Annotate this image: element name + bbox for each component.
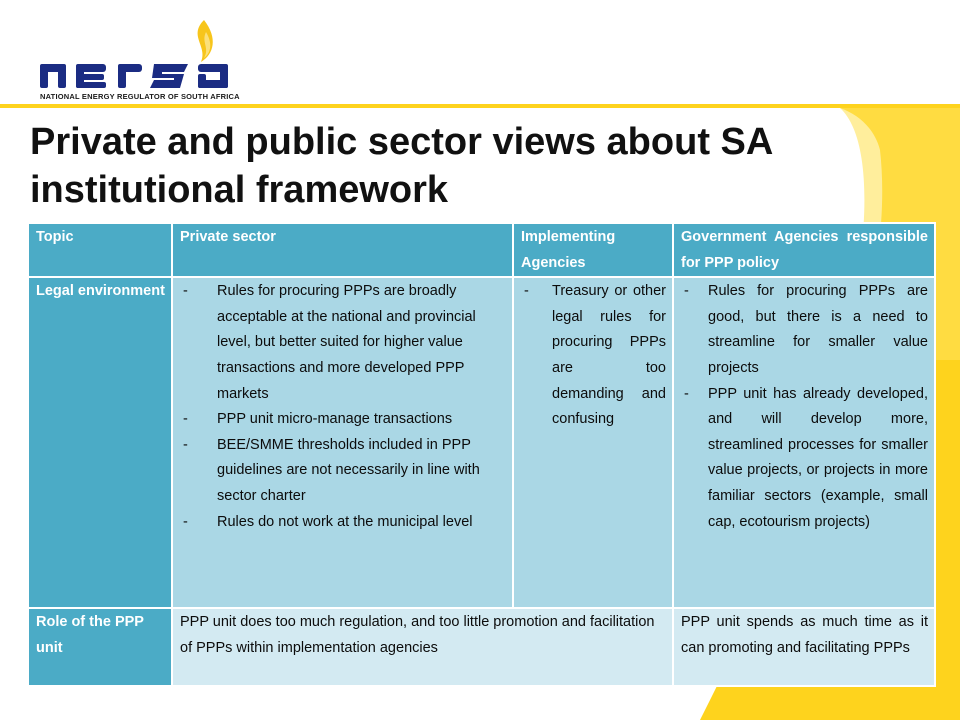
cell-government-role: PPP unit spends as much time as it can promoting and facilitating PPPs — [673, 608, 935, 686]
list-item: - Rules for procuring PPPs are broadly acceptable at the national and provincial level, but better suited for higher value transactions and more developed PPP markets — [180, 279, 506, 407]
table-header-row — [28, 223, 935, 277]
list-item: - PPP unit has already developed, and will develop more, streamlined processes for smaller value projects, or projects in more familiar sectors (example, small cap, ecotourism projects) — [681, 382, 928, 536]
wordmark-shapes — [40, 64, 228, 88]
implementing-legal-list — [521, 279, 666, 433]
row-topic-legal-environment: Legal environment — [28, 277, 172, 608]
cell-government-legal — [673, 277, 935, 608]
list-item: - PPP unit micro-manage transactions — [180, 407, 506, 433]
cell-private-legal — [172, 277, 513, 608]
views-table — [27, 222, 936, 687]
list-item: - BEE/SMME thresholds included in PPP guidelines are not necessarily in line with sector charter — [180, 433, 506, 510]
cell-implementing-legal — [513, 277, 673, 608]
row-topic-role-of-ppp-unit: Role of the PPP unit — [28, 608, 172, 686]
table-row-role-of-ppp-unit — [28, 608, 935, 686]
header-implementing-agencies: Implementing Agencies — [513, 223, 673, 277]
slide-title: Private and public sector views about SA institutional framework — [30, 121, 772, 211]
header-government-agencies: Government Agencies responsible for PPP policy — [673, 223, 935, 277]
private-legal-list — [180, 279, 506, 535]
cell-private-implementing-role: PPP unit does too much regulation, and too little promotion and facilitation of PPPs within implementation agencies — [172, 608, 673, 686]
list-item: - Rules do not work at the municipal level — [180, 510, 506, 536]
header-private-sector: Private sector — [172, 223, 513, 277]
government-legal-list — [681, 279, 928, 535]
list-item: - Treasury or other legal rules for procuring PPPs are too demanding and confusing — [521, 279, 666, 433]
header-topic: Topic — [28, 223, 172, 277]
logo-caption: NATIONAL ENERGY REGULATOR OF SOUTH AFRICA — [40, 92, 240, 101]
table-row-legal-environment — [28, 277, 935, 608]
list-item: - Rules for procuring PPPs are good, but there is a need to streamline for smaller value projects — [681, 279, 928, 381]
